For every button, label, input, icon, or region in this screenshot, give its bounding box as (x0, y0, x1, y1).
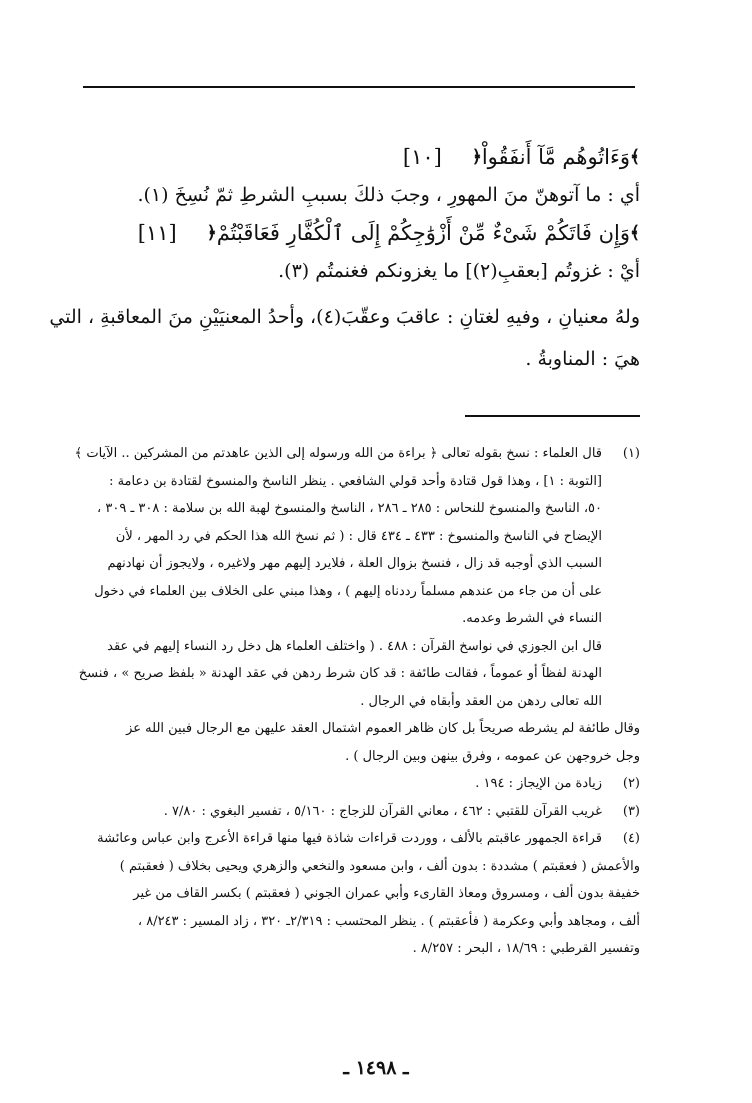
footnote-line: قال العلماء : نسخ بقوله تعالى ﴿ براءة من الله ورسوله إلى الذين عاهدتم من المشركين .. الآيات ﴾ (74, 446, 602, 461)
quran-verse-1 (70, 138, 640, 176)
footnote-separator (465, 415, 640, 417)
footnote-number: (٤) (622, 831, 640, 846)
footnote-1 (66, 440, 640, 715)
footnote-line: على أن من جاء من عندهم مسلماً رددناه إليهم ) ، وهذا مبني على الخلاف بين العلماء في دخول (94, 583, 602, 599)
footnote-line: قراءة الجمهور عاقبتم بالألف ، ووردت قراءات شاذة فيها منها قراءة الأعرج وابن عباس وعائشة (97, 831, 602, 846)
footnote-line: الله تعالى ردهن من العقد وأبقاه في الرجال . (360, 693, 602, 709)
footnote-line: زيادة من الإيجاز : ١٩٤ . (475, 776, 602, 791)
footnote-line: والأعمش ( فعقبتم ) مشددة : بدون ألف ، وابن مسعود والنخعي والزهري ويحيى بخلاف ( فعقبتم ) (119, 858, 640, 874)
verse-number: [١١] (137, 221, 177, 245)
footnote-line: ألف ، ومجاهد وأبي وعكرمة ( فأعقبتم ) . ينظر المحتسب : ٢/٣١٩ـ ٣٢٠ ، زاد المسير : ٨/٢٤٣ ، (137, 913, 640, 929)
footnotes (66, 440, 640, 963)
page-number: ـ ١٤٩٨ ـ (343, 1057, 409, 1079)
verse-number: [١٠] (402, 145, 442, 169)
quran-verse-2 (70, 214, 640, 252)
footnote-line: ٥٠، الناسخ والمنسوخ للنحاس : ٢٨٥ ـ ٢٨٦ ، الناسخ والمنسوخ لهبة الله بن سلامة : ٣٠٨ ـ ٣٠٩ ، (97, 501, 602, 516)
footnote-line: وقال طائفة لم يشرطه صريحاً بل كان ظاهر العموم اشتمال العقد عليهن مع الرجال فبين الله عز (126, 721, 640, 736)
commentary-paragraph (49, 296, 640, 380)
main-text (49, 138, 640, 380)
paragraph-line: ولهُ معنيانِ ، وفيهِ لغتانِ : عاقبَ وعقّبَ(٤)، وأحدُ المعنيَيْنِ منَ المعاقبةِ ، التي (49, 306, 640, 328)
footnote-number: (٣) (622, 803, 640, 819)
commentary-line-1: أي : ما آتوهنّ منَ المهورِ ، وجبَ ذلكَ بسببِ الشرطِ ثمّ نُسِخَ (١). (137, 184, 640, 206)
footnote-line: النساء في الشرط وعدمه. (462, 611, 602, 626)
footnote-4 (66, 825, 640, 853)
footnote-line: الهدنة لفظاً أو عموماً ، فقالت طائفة : قد كان شرط ردهن في عقد الهدنة « بلفظ صريح » ، فنسخ (78, 666, 602, 681)
footnote-line: قال ابن الجوزي في نواسخ القرآن : ٤٨٨ . ( واختلف العلماء هل دخل رد النساء إليهم في عقد (107, 638, 602, 654)
verse-open-bracket: ﴾ (630, 147, 640, 167)
footnote-3 (66, 798, 640, 826)
verse-close-bracket: ﴿ (206, 223, 217, 243)
verse-text: وَءَاتُوهُم مَّآ أَنفَقُواْ (481, 145, 631, 169)
verse-close-bracket: ﴿ (471, 147, 482, 167)
verse-text: وَإِن فَاتَكُمْ شَىْءٌ مِّنْ أَزْوَٰجِكُمْ إِلَى ٱلْكُفَّارِ فَعَاقَبْتُمْ (216, 221, 631, 245)
footnote-body (66, 825, 602, 853)
footnote-1-continued (66, 715, 640, 770)
footnote-line: السبب الذي أوجبه قد زال ، فنسخ بزوال العلة ، فلايرد إليهم مهر ولاغيره ، ولايجوز أن نهادنهم (107, 556, 602, 571)
header-rule (83, 86, 635, 88)
footnote-line: غريب القرآن للقتبي : ٤٦٢ ، معاني القرآن للزجاج : ٥/١٦٠ ، تفسير البغوي : ٧/٨٠ . (163, 803, 602, 819)
footnote-4-continued (66, 853, 640, 963)
footnote-line: وجل خروجهن عن عمومه ، وفرق بينهن وبين الرجال ) . (345, 748, 640, 764)
footnote-number: (٢) (622, 776, 640, 791)
footnote-number: (١) (622, 446, 640, 461)
footnote-line: وتفسير القرطبي : ١٨/٦٩ ، البحر : ٨/٢٥٧ . (412, 941, 640, 956)
commentary-line-2: أيْ : غزوتُم [بعقبِ(٢)] ما يغزونكم فغنمتُم (٣). (278, 260, 640, 282)
footnote-line: [التوبة : ١] ، وهذا قول قتادة وأحد قولي الشافعي . ينظر الناسخ والمنسوخ لقتادة بن دعامة : (109, 473, 602, 489)
footnote-line: خفيفة بدون ألف ، ومسروق ومعاذ القارىء وأبي عمران الجوني ( فعقبتم ) بكسر القاف من غير (133, 886, 640, 901)
footnote-2 (66, 770, 640, 798)
footnote-line: الإيضاح في الناسخ والمنسوخ : ٤٣٣ ـ ٤٣٤ قال : ( ثم نسخ الله هذا الحكم في رد المهر ، لأن (115, 528, 602, 544)
footnote-body (66, 440, 602, 715)
paragraph-line: هيَ : المناوبةُ . (525, 348, 640, 370)
verse-open-bracket: ﴾ (630, 223, 640, 243)
